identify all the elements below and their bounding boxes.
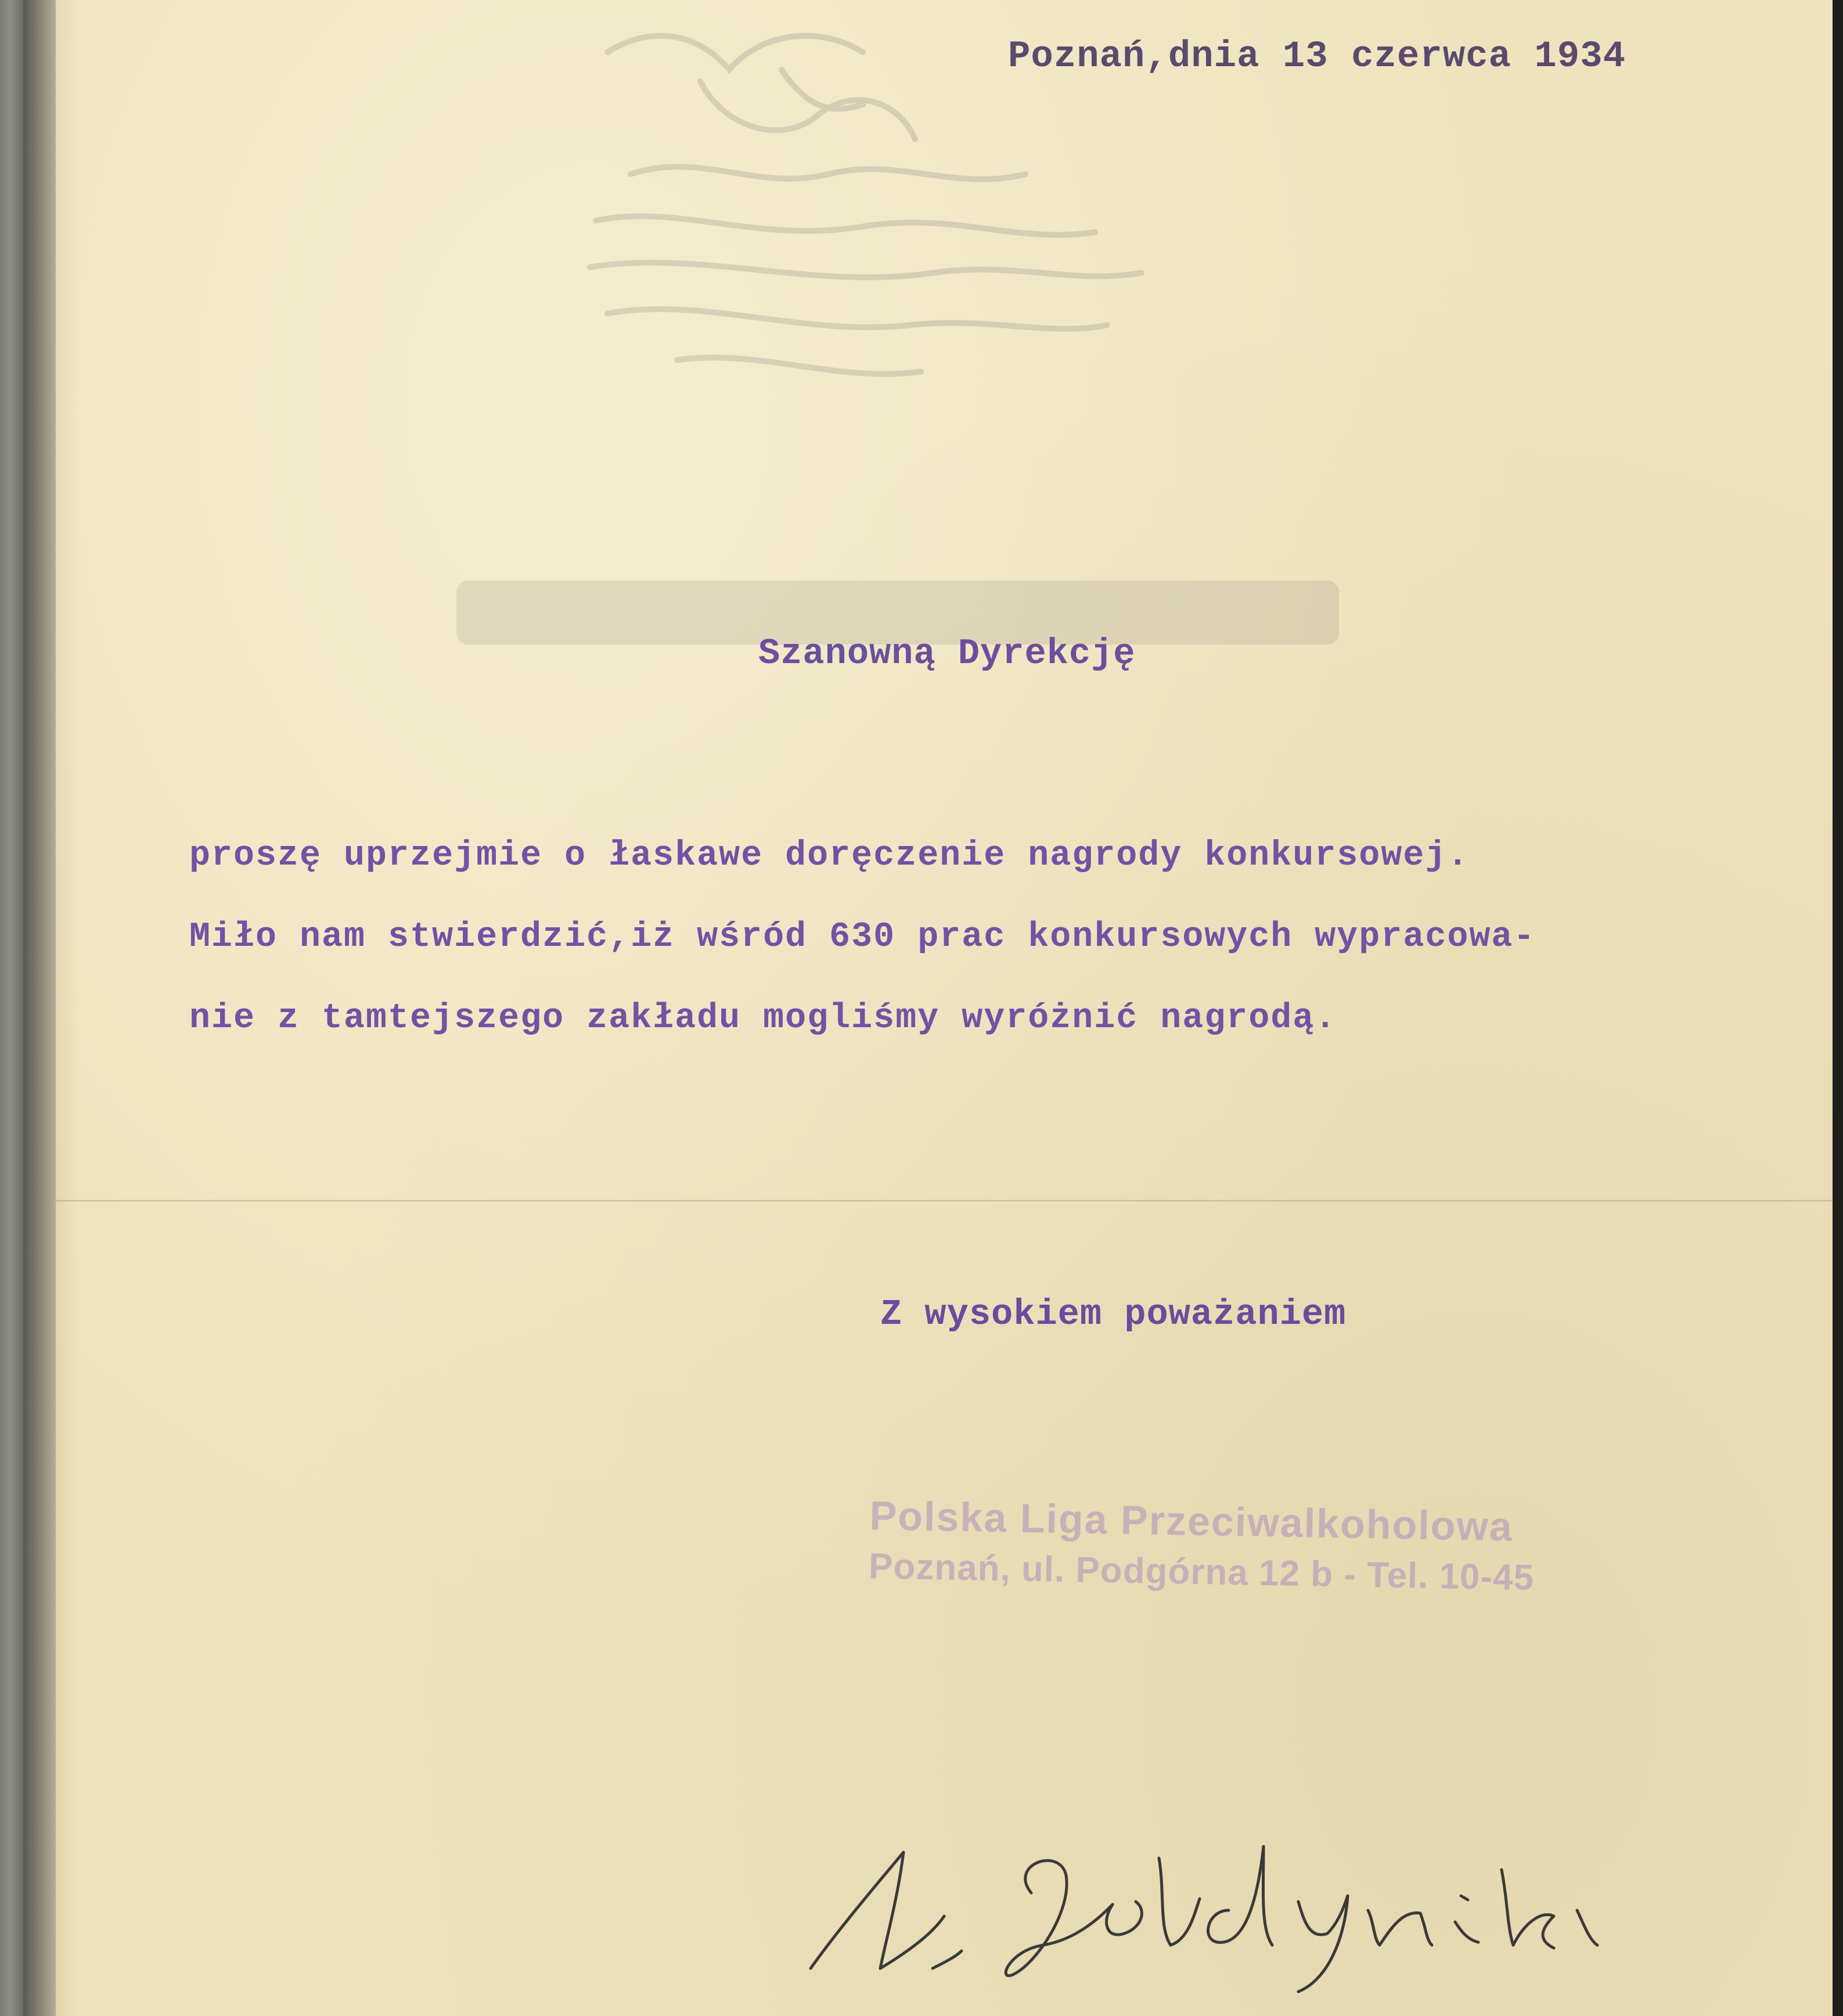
handwritten-signature (787, 1777, 1658, 1997)
stamp-line-1: Polska Liga Przeciwalkoholowa (869, 1493, 1514, 1550)
body-line-2: Miło nam stwierdzić,iż wśród 630 prac konkursowych wypracowa- (189, 917, 1536, 957)
paper-stack-edge (23, 0, 58, 2016)
letter-sheet (56, 0, 1833, 2016)
body-line-1: proszę uprzejmie o łaskawe doręczenie nagrody konkursowej. (189, 836, 1470, 876)
scan-dark-edge (1833, 0, 1843, 2016)
salutation: Szanowną Dyrekcję (758, 633, 1136, 674)
stamp-line-2: Poznań, ul. Podgórna 12 b - Tel. 10-45 (868, 1546, 1535, 1599)
closing-line: Z wysokiem poważaniem (880, 1294, 1347, 1335)
letterhead-emblem-watermark (456, 0, 1339, 668)
binder-edge (0, 0, 23, 2016)
body-line-3: nie z tamtejszego zakładu mogliśmy wyróżnić nagrodą. (189, 999, 1337, 1038)
organization-stamp (867, 1492, 1535, 1655)
date-line: Poznań,dnia 13 czerwca 1934 (1008, 36, 1626, 78)
paper-fold-crease (56, 1200, 1833, 1202)
